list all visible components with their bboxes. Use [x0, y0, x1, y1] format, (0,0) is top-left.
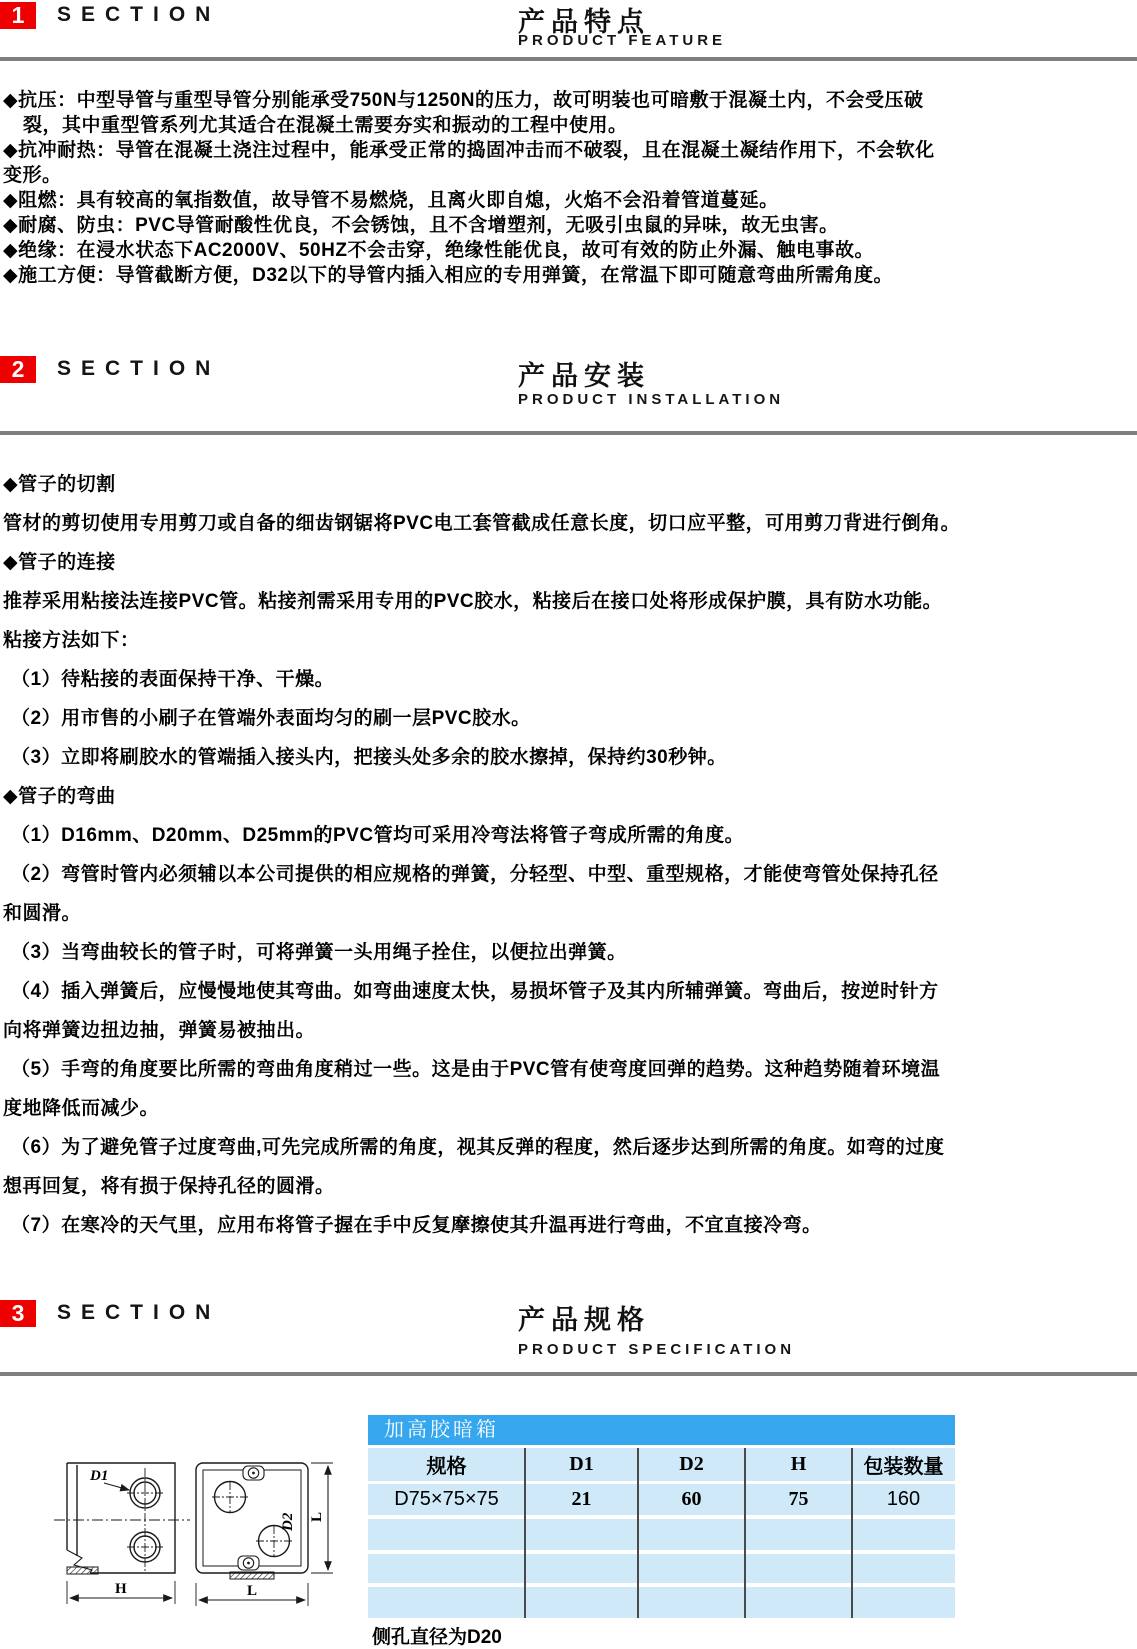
section-3-label: SECTION: [57, 1301, 221, 1324]
install-line: ◆管子的弯曲: [3, 786, 116, 807]
cell-d2: 60: [638, 1484, 745, 1515]
section-3-title-zh: 产品规格: [518, 1305, 650, 1335]
section-2-number-badge: 2: [0, 356, 36, 383]
section-2-divider: [0, 431, 1137, 435]
section-3-title-en: PRODUCT SPECIFICATION: [518, 1341, 796, 1358]
feature-line: 裂，其中重型管系列尤其适合在混凝土需要夯实和振动的工程中使用。: [23, 115, 628, 136]
install-line: （4）插入弹簧后，应慢慢地使其弯曲。如弯曲速度太快，易损坏管子及其内所辅弹簧。弯曲后，按逆时针方: [11, 981, 939, 1002]
section-1-title-zh: 产品特点: [518, 7, 650, 37]
install-line: （5）手弯的角度要比所需的弯曲角度稍过一些。这是由于PVC管有使弯度回弹的趋势。这种趋势随着环境温: [11, 1059, 941, 1080]
spec-table-data-row: [368, 1484, 955, 1515]
dim-label-l-right: L: [309, 1511, 325, 1522]
spec-table-band-title: 加高胶暗箱: [368, 1415, 955, 1445]
col-header-d1: D1: [525, 1448, 638, 1481]
spec-table: [368, 1415, 955, 1622]
col-header-d2: D2: [638, 1448, 745, 1481]
install-line: 度地降低而减少。: [3, 1098, 160, 1119]
feature-line: ◆绝缘：在浸水状态下AC2000V、50HZ不会击穿，绝缘性能优良，故可有效的防止外漏、触电事故。: [3, 240, 874, 261]
section-2-installation-list: [3, 472, 1137, 1252]
col-header-h: H: [745, 1448, 852, 1481]
install-line: 向将弹簧边扭边抽，弹簧易被抽出。: [3, 1020, 316, 1041]
install-line: 和圆滑。: [3, 903, 82, 924]
cell-d1: 21: [525, 1484, 638, 1515]
feature-line: ◆耐腐、防虫：PVC导管耐酸性优良，不会锈蚀，且不含增塑剂，无吸引虫鼠的异味，故无虫害。: [3, 215, 839, 236]
install-line: （1）待粘接的表面保持干净、干燥。: [11, 669, 335, 690]
spec-table-empty-row: [368, 1519, 955, 1550]
install-line: （3）立即将刷胶水的管端插入接头内，把接头处多余的胶水擦掉，保持约30秒钟。: [11, 747, 727, 768]
feature-line: ◆抗冲耐热：导管在混凝土浇注过程中，能承受正常的捣固冲击而不破裂，且在混凝土凝结作用下，不会软化: [3, 140, 935, 161]
column-divider: [851, 1448, 853, 1618]
section-3-divider: [0, 1372, 1137, 1376]
cell-h: 75: [745, 1484, 852, 1515]
section-3-number-badge: 3: [0, 1300, 36, 1327]
column-divider: [637, 1448, 639, 1618]
section-1-feature-list: [3, 88, 1137, 288]
section-1-label: SECTION: [57, 3, 221, 26]
spec-table-rows: [368, 1448, 955, 1618]
install-line: （6）为了避免管子过度弯曲,可先完成所需的角度，视其反弹的程度，然后逐步达到所需的角度。如弯的过度: [11, 1137, 945, 1158]
cell-qty: 160: [852, 1484, 955, 1515]
feature-line: ◆施工方便：导管截断方便，D32以下的导管内插入相应的专用弹簧，在常温下即可随意弯曲所需角度。: [3, 265, 893, 286]
column-divider: [744, 1448, 746, 1618]
install-line: （2）用市售的小刷子在管端外表面均匀的刷一层PVC胶水。: [11, 708, 531, 729]
dim-label-h: H: [115, 1581, 127, 1597]
column-divider: [524, 1448, 526, 1618]
section-1-title-en: PRODUCT FEATURE: [518, 32, 727, 49]
feature-line: 变形。: [3, 165, 62, 186]
col-header-spec: 规格: [368, 1448, 525, 1481]
install-line: （3）当弯曲较长的管子时，可将弹簧一头用绳子拴住，以便拉出弹簧。: [11, 942, 627, 963]
section-1-divider: [0, 57, 1137, 61]
dim-label-d2: D2: [280, 1512, 296, 1531]
cell-spec: D75×75×75: [368, 1484, 525, 1515]
section-2-title-zh: 产品安装: [518, 361, 650, 391]
install-line: （7）在寒冷的天气里，应用布将管子握在手中反复摩擦使其升温再进行弯曲，不宜直接冷弯。: [11, 1215, 822, 1236]
spec-table-note: 侧孔直径为D20: [372, 1627, 502, 1648]
dim-label-l-bottom: L: [247, 1583, 258, 1599]
front-view: [196, 1463, 333, 1606]
spec-table-header-row: [368, 1448, 955, 1481]
section-1-number-badge: 1: [0, 2, 36, 29]
install-line: 想再回复，将有损于保持孔径的圆滑。: [3, 1176, 335, 1197]
install-line: ◆管子的连接: [3, 552, 116, 573]
section-2-label: SECTION: [57, 357, 221, 380]
feature-line: ◆阻燃：具有较高的氧指数值，故导管不易燃烧，且离火即自熄，火焰不会沿着管道蔓延。: [3, 190, 779, 211]
install-line: （2）弯管时管内必须辅以本公司提供的相应规格的弹簧，分轻型、中型、重型规格，才能使弯管处保持孔径: [11, 864, 939, 885]
junction-box-technical-drawing: [30, 1438, 375, 1643]
spec-table-empty-row: [368, 1587, 955, 1618]
install-line: （1）D16mm、D20mm、D25mm的PVC管均可采用冷弯法将管子弯成所需的角度。: [11, 825, 745, 846]
col-header-qty: 包装数量: [852, 1448, 955, 1481]
spec-table-empty-row: [368, 1554, 955, 1583]
feature-line: ◆抗压：中型导管与重型导管分别能承受750N与1250N的压力，故可明装也可暗敷于混凝土内，不会受压破: [3, 90, 924, 111]
install-line: 推荐采用粘接法连接PVC管。粘接剂需采用专用的PVC胶水，粘接后在接口处将形成保护膜，具有防水功能。: [3, 591, 943, 612]
install-line: 管材的剪切使用专用剪刀或自备的细齿钢锯将PVC电工套管截成任意长度，切口应平整，可用剪刀背进行倒角。: [3, 513, 961, 534]
install-line: ◆管子的切割: [3, 474, 116, 495]
install-line: 粘接方法如下：: [3, 630, 140, 651]
dim-label-d1: D1: [90, 1468, 109, 1484]
section-2-title-en: PRODUCT INSTALLATION: [518, 391, 785, 408]
